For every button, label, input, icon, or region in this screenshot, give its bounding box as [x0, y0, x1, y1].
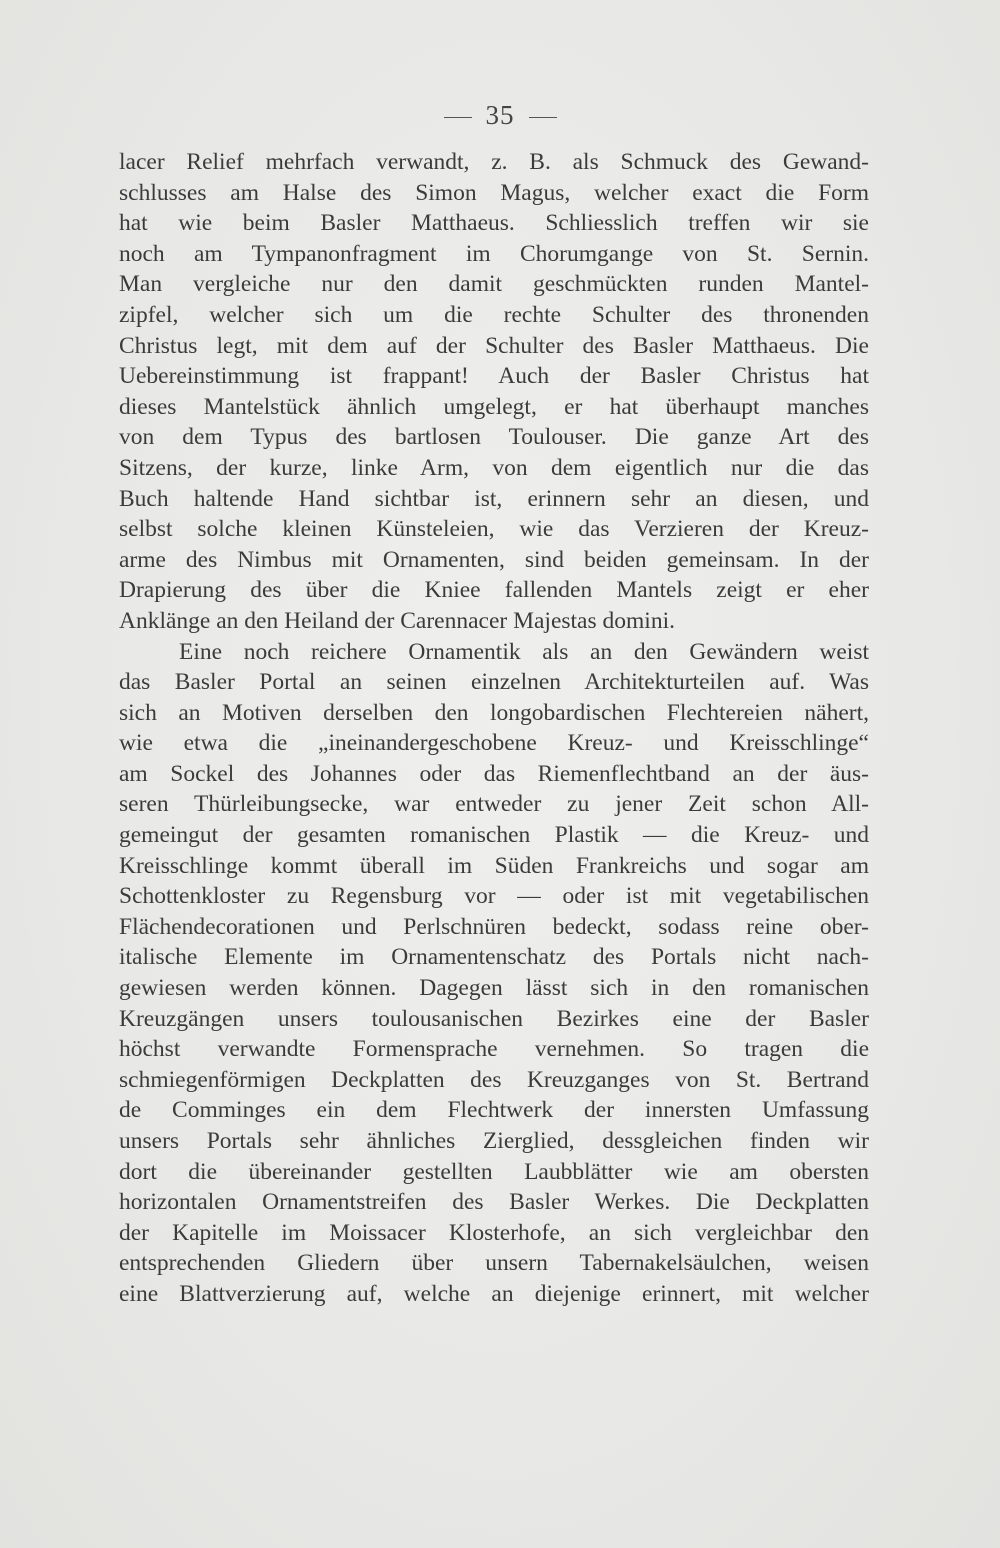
text-line: unsers Portals sehr ähnliches Zierglied, dessgleichen finden wir	[119, 1128, 869, 1154]
text-line: Kreuzgängen unsers toulousanischen Bezirkes eine der Basler	[119, 1005, 869, 1032]
text-line: Uebereinstimmung ist frappant! Auch der Basler Christus hat	[119, 363, 869, 390]
text-line: Flächendecorationen und Perlschnüren bedeckt, sodass reine ober-	[119, 913, 869, 940]
text-line: Christus legt, mit dem auf der Schulter des Basler Matthaeus. Die	[119, 332, 869, 359]
text-line: schlusses am Halse des Simon Magus, welcher exact die Form	[119, 179, 869, 206]
text-line: seren Thürleibungsecke, war entweder zu jener Zeit schon All-	[119, 791, 869, 818]
text-line: gemeingut der gesamten romanischen Plastik — die Kreuz- und	[119, 822, 869, 849]
text-line: der Kapitelle im Moissacer Klosterhofe, an sich vergleichbar den	[119, 1219, 869, 1246]
text-line: entsprechenden Gliedern über unsern Tabernakelsäulchen, weisen	[119, 1250, 869, 1277]
text-line: Sitzens, der kurze, linke Arm, von dem eigentlich nur die das	[119, 454, 869, 481]
text-line: wie etwa die „ineinandergeschobene Kreuz- und Kreisschlinge“	[119, 730, 869, 757]
text-line: dort die übereinander gestellten Laubblätter wie am obersten	[119, 1158, 869, 1185]
text-line: horizontalen Ornamentstreifen des Basler Werkes. Die Deckplatten	[119, 1189, 869, 1216]
text-line: lacer Relief mehrfach verwandt, z. B. als Schmuck des Gewand-	[119, 149, 869, 175]
text-line: von dem Typus des bartlosen Toulouser. Die ganze Art des	[119, 424, 869, 451]
text-line: sich an Motiven derselben den longobardischen Flechtereien nähert,	[119, 699, 869, 726]
text-line: Kreisschlinge kommt überall im Süden Frankreichs und sogar am	[119, 852, 869, 879]
text-line: hat wie beim Basler Matthaeus. Schliesslich treffen wir sie	[119, 210, 869, 237]
text-line: Anklänge an den Heiland der Carennacer Majestas domini.	[119, 607, 675, 634]
right-dash	[529, 117, 557, 118]
text-line: italische Elemente im Ornamentenschatz des Portals nicht nach-	[119, 944, 869, 971]
text-line: höchst verwandte Formensprache vernehmen. So tragen die	[119, 1036, 869, 1063]
paragraph-start-line: Eine noch reichere Ornamentik als an den Gewändern weist	[179, 638, 869, 665]
text-line: arme des Nimbus mit Ornamenten, sind beiden gemeinsam. In der	[119, 546, 869, 573]
text-line: Drapierung des über die Kniee fallenden Mantels zeigt er eher	[119, 577, 869, 604]
text-line: gewiesen werden können. Dagegen lässt sich in den romanischen	[119, 975, 869, 1002]
text-line: schmiegenförmigen Deckplatten des Kreuzganges von St. Bertrand	[119, 1066, 869, 1093]
body-text	[119, 147, 869, 1310]
text-line: dieses Mantelstück ähnlich umgelegt, er hat überhaupt manches	[119, 393, 869, 420]
text-line: noch am Tympanonfragment im Chorumgange von St. Sernin.	[119, 240, 869, 267]
text-line: selbst solche kleinen Künsteleien, wie das Verzieren der Kreuz-	[119, 516, 869, 543]
text-line: Man vergleiche nur den damit geschmückten runden Mantel-	[119, 271, 869, 298]
text-line: Buch haltende Hand sichtbar ist, erinnern sehr an diesen, und	[119, 485, 869, 512]
page-number-header	[0, 100, 1000, 131]
text-line: Schottenkloster zu Regensburg vor — oder ist mit vegetabilischen	[119, 883, 869, 910]
left-dash	[444, 117, 472, 118]
text-line: eine Blattverzierung auf, welche an diejenige erinnert, mit welcher	[119, 1280, 869, 1307]
text-line: de Comminges ein dem Flechtwerk der innersten Umfassung	[119, 1097, 869, 1124]
text-line: das Basler Portal an seinen einzelnen Architekturteilen auf. Was	[119, 669, 869, 696]
text-line: am Sockel des Johannes oder das Riemenflechtband an der äus-	[119, 760, 869, 787]
page-number: 35	[485, 100, 515, 130]
text-line: zipfel, welcher sich um die rechte Schulter des thronenden	[119, 301, 869, 328]
